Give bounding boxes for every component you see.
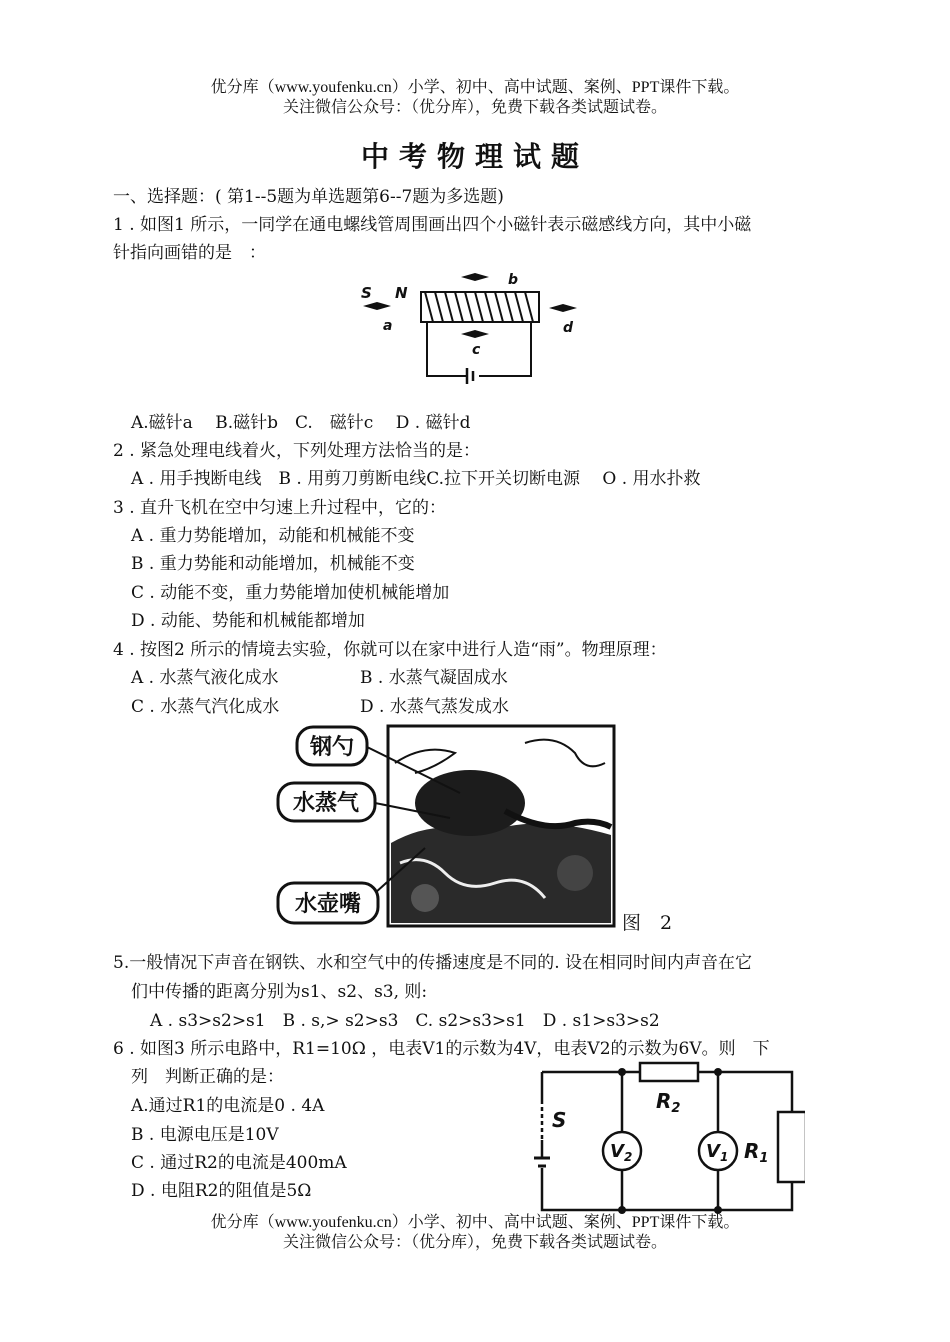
fig3-label-v1: $V_1$: [706, 1141, 729, 1164]
figure-1-solenoid: [355, 268, 595, 386]
fig1-label-c: c: [472, 342, 481, 358]
resistor-r2: [640, 1063, 698, 1081]
fig1-label-n: N: [395, 284, 408, 302]
q3-option-d: D . 动能、势能和机械能都增加: [131, 611, 365, 631]
q5-options: A . s3>s2>s1 B . s,> s2>s3 C. s2>s3>s1 D . s1>s3>s2: [150, 1011, 660, 1031]
q4-option-d: D . 水蒸气蒸发成水: [360, 697, 509, 717]
q4-option-a: A . 水蒸气液化成水: [131, 668, 279, 688]
needle-c: [461, 330, 489, 338]
solenoid-coil: [421, 292, 539, 384]
q3-option-a: A . 重力势能增加，动能和机械能不变: [131, 526, 415, 546]
fig3-label-s: S: [552, 1108, 567, 1132]
fig3-label-r2: $R_2$: [656, 1089, 681, 1116]
q3-option-b: B . 重力势能和动能增加，机械能不变: [131, 554, 415, 574]
header-line-2: 关注微信公众号：（优分库），免费下载各类试题试卷。: [282, 99, 667, 116]
footer-line-1: 优分库（www.youfenku.cn）小学、初中、高中试题、案例、PPT课件下载。: [210, 1214, 740, 1231]
fig2-label-vapor: 水蒸气: [292, 791, 360, 816]
q2-options: A . 用手拽断电线 B . 用剪刀剪断电线C.拉下开关切断电源 O . 用水扑救: [131, 469, 701, 489]
battery-symbol: [467, 368, 473, 384]
fig3-label-r1: $R_1$: [744, 1139, 769, 1166]
fig2-label-kettle: 水壶嘴: [294, 892, 362, 917]
fig1-label-s: S: [361, 284, 372, 302]
q1-stem-line1: 1 . 如图1 所示，一同学在通电螺线管周围画出四个小磁针表示磁感线方向，其中小磁: [113, 215, 752, 235]
q6-stem-line1: 6 . 如图3 所示电路中，R1=10Ω ，电表V1的示数为4V，电表V2的示数为6V。则 下: [113, 1039, 770, 1059]
fig1-label-b: b: [508, 272, 519, 288]
q4-option-c: C . 水蒸气汽化成水: [131, 697, 280, 717]
q6-stem-line2: 列 判断正确的是：: [131, 1067, 284, 1087]
q6-option-c: C . 通过R2的电流是400mA: [131, 1153, 347, 1173]
q6-option-a: A.通过R1的电流是0 . 4A: [131, 1096, 325, 1116]
q4-stem: 4 . 按图2 所示的情境去实验，你就可以在家中进行人造“雨”。物理原理：: [113, 640, 667, 660]
page-title: 中考物理试题: [360, 140, 589, 173]
fig3-battery: [534, 1158, 550, 1166]
q6-option-b: B . 电源电压是10V: [131, 1125, 279, 1145]
q6-option-d: D . 电阻R2的阻值是5Ω: [131, 1181, 312, 1201]
figure-2-illustration: [275, 723, 620, 930]
q3-stem: 3 . 直升飞机在空中匀速上升过程中，它的：: [113, 498, 447, 518]
figure-3-circuit: [530, 1060, 805, 1220]
q5-stem-line1: 5.一般情况下声音在钢铁、水和空气中的传播速度是不同的. 设在相同时间内声音在它: [113, 953, 753, 973]
needle-b: [461, 273, 489, 281]
q5-stem-line2: 们中传播的距离分别为s1、s2、s3, 则:: [131, 982, 428, 1002]
fig2-label-spoon: 钢勺: [309, 735, 355, 760]
resistor-r1: [778, 1112, 805, 1182]
fig1-label-a: a: [383, 318, 393, 334]
header-line-1: 优分库（www.youfenku.cn）小学、初中、高中试题、案例、PPT课件下载。: [210, 79, 740, 96]
q1-options: A.磁针a B.磁针b C. 磁针c D . 磁针d: [131, 413, 471, 433]
section-heading: 一、选择题：( 第1--5题为单选题第6--7题为多选题): [113, 187, 504, 207]
q4-option-b: B . 水蒸气凝固成水: [360, 668, 508, 688]
needle-a: [363, 302, 391, 310]
footer-line-2: 关注微信公众号：（优分库），免费下载各类试题试卷。: [282, 1234, 667, 1251]
q2-stem: 2 . 紧急处理电线着火，下列处理方法恰当的是：: [113, 441, 481, 461]
figure-2-caption: 图 2: [622, 912, 673, 934]
fig1-label-d: d: [563, 320, 574, 336]
needle-d: [549, 304, 577, 312]
q1-stem-line2: 针指向画错的是 ：: [113, 243, 266, 263]
fig3-label-v2: $V_2$: [610, 1141, 633, 1164]
q3-option-c: C . 动能不变，重力势能增加使机械能增加: [131, 583, 450, 603]
